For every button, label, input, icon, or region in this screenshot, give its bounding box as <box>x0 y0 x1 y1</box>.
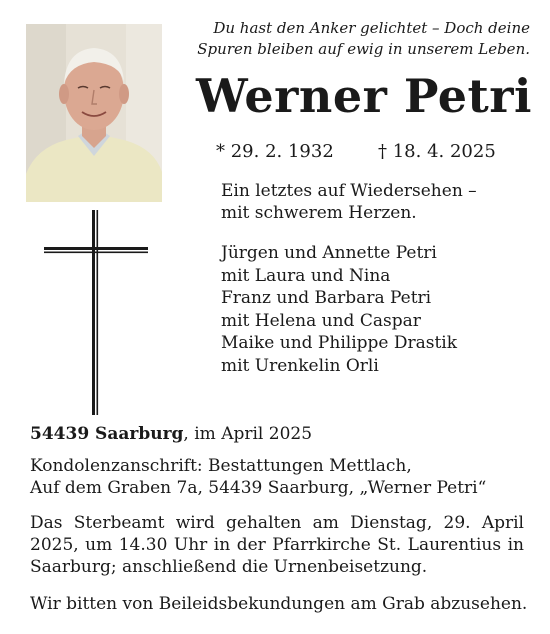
memorial-quote <box>190 18 530 60</box>
place-and-date <box>30 423 312 445</box>
cross-icon <box>44 210 148 415</box>
quote-line-2: Spuren bleiben auf ewig in unserem Leben. <box>197 40 530 58</box>
family-member: mit Urenkelin Orli <box>221 355 379 376</box>
family-member: mit Laura und Nina <box>221 265 391 286</box>
farewell-line-1: Ein letztes auf Wiedersehen – <box>221 181 477 201</box>
place-city: 54439 Saarburg <box>30 424 184 444</box>
address-line-2: Auf dem Graben 7a, 54439 Saarburg, „Werner Petri“ <box>30 478 487 498</box>
family-member: mit Helena und Caspar <box>221 310 421 331</box>
farewell-line-2: mit schwerem Herzen. <box>221 203 417 223</box>
family-member: Franz und Barbara Petri <box>221 288 432 308</box>
family-list <box>221 242 521 377</box>
death-date: † 18. 4. 2025 <box>378 141 496 162</box>
family-member: Maike und Philippe Drastik <box>221 333 458 353</box>
address-line-1: Kondolenzanschrift: Bestattungen Mettlach, <box>30 456 412 476</box>
portrait-photo <box>26 24 162 202</box>
funeral-service-text: Das Sterbeamt wird gehalten am Dienstag, 29. April 2025, um 14.30 Uhr in der Pfarrkirche St. Laurentius in Saarburg; anschließend die Urnenbeisetzung. <box>30 513 524 577</box>
farewell-text <box>221 180 521 224</box>
deceased-name: Werner Petri <box>196 69 532 123</box>
condolence-address <box>30 455 525 499</box>
birth-date: * 29. 2. 1932 <box>216 141 334 162</box>
condolence-request: Wir bitten von Beileidsbekundungen am Grab abzusehen. <box>30 594 528 614</box>
portrait-illustration <box>26 24 162 202</box>
quote-line-1: Du hast den Anker gelichtet – Doch deine <box>213 19 530 37</box>
family-member: Jürgen und Annette Petri <box>221 243 437 263</box>
place-date: , im April 2025 <box>183 424 313 444</box>
